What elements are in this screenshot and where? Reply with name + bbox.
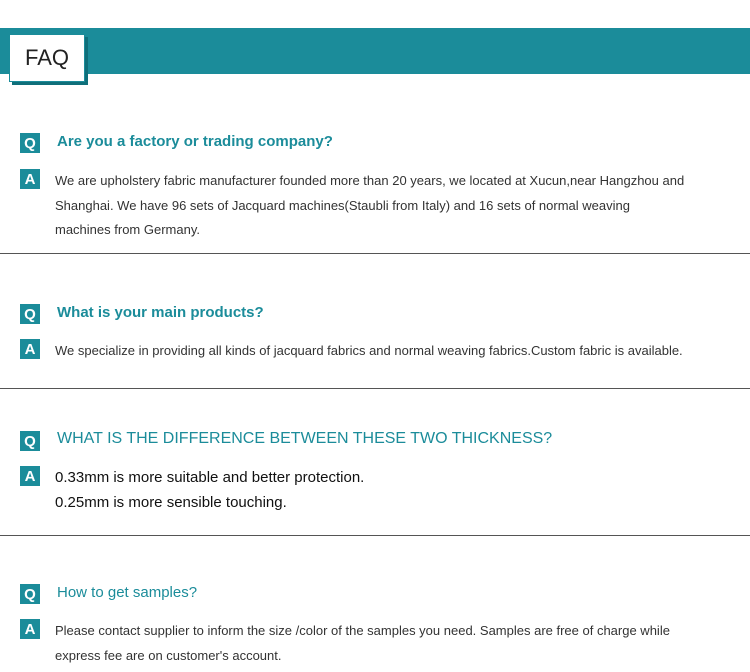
answer-line: machines from Germany. <box>55 222 200 237</box>
faq-title: FAQ <box>24 45 69 70</box>
faq-question: How to get samples? <box>57 584 198 601</box>
faq-answer <box>55 465 735 515</box>
answer-badge: A <box>20 619 40 639</box>
faq-banner <box>0 28 750 74</box>
answer-badge: A <box>20 169 40 189</box>
faq-answer <box>55 169 735 243</box>
answer-line: Shanghai. We have 96 sets of Jacquard machines(Staubli from Italy) and 16 sets of normal weaving <box>55 197 630 213</box>
answer-badge: A <box>20 339 40 359</box>
question-badge: Q <box>20 431 40 451</box>
answer-line: 0.25mm is more sensible touching. <box>55 494 287 511</box>
section-divider <box>0 535 750 536</box>
faq-answer <box>55 339 735 364</box>
question-badge: Q <box>20 584 40 604</box>
answer-line: express fee are on customer's account. <box>55 647 282 663</box>
question-badge: Q <box>20 133 40 153</box>
faq-question: What is your main products? <box>57 304 264 321</box>
answer-line: Please contact supplier to inform the size /color of the samples you need. Samples are free of charge while <box>55 623 670 638</box>
faq-question: WHAT IS THE DIFFERENCE BETWEEN THESE TWO THICKNESS? <box>57 430 553 447</box>
faq-question: Are you a factory or trading company? <box>57 133 333 150</box>
answer-line: We are upholstery fabric manufacturer founded more than 20 years, we located at Xucun,near Hangzhou and <box>55 173 685 188</box>
answer-badge: A <box>20 466 40 486</box>
section-divider <box>0 388 750 389</box>
section-divider <box>0 253 750 254</box>
faq-answer <box>55 619 735 668</box>
question-badge: Q <box>20 304 40 324</box>
answer-line: We specialize in providing all kinds of jacquard fabrics and normal weaving fabrics.Custom fabric is available. <box>55 343 683 358</box>
answer-line: 0.33mm is more suitable and better protection. <box>55 469 365 486</box>
faq-title-tab <box>9 34 85 82</box>
